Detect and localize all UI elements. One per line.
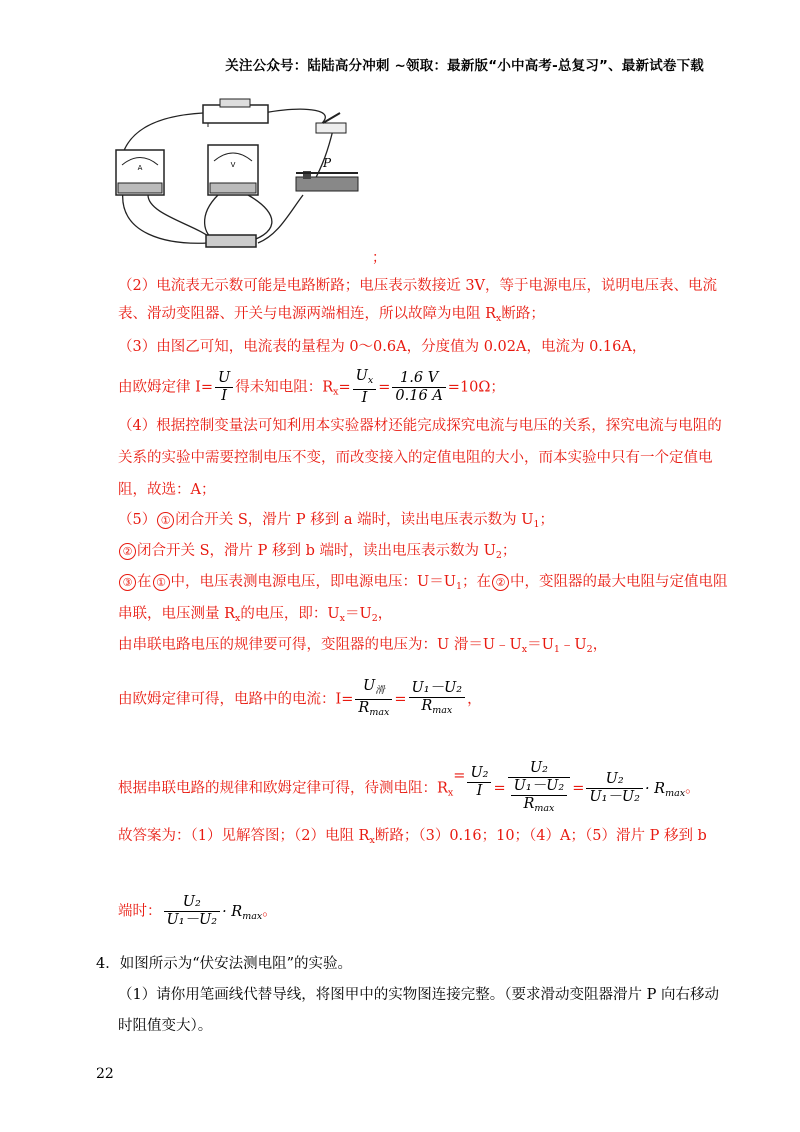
- rheostat: [296, 156, 358, 191]
- fraction-u-over-i: $\frac{U}{I}$: [215, 370, 233, 405]
- p5-line2: ② 闭合开关 S，滑片 P 移到 b 端时，读出电压表示数为 $U_2$；: [118, 541, 516, 566]
- fraction-uslide-over-rmax: $\frac{U_滑}{R_{max}}$: [355, 678, 392, 721]
- q4-line1: 4．如图所示为“伏安法测电阻”的实验。: [96, 956, 353, 972]
- p2-line2: 表、滑动变阻器、开关与电源两端相连，所以故障为电阻 $R_x$断路；: [118, 306, 545, 324]
- resistor: [206, 235, 256, 247]
- p4-line3: 阻，故选：A；: [118, 482, 216, 498]
- fraction-ux-over-i: $\frac{U_x}{I}$: [353, 368, 377, 407]
- fraction-udiff-over-rmax: $\frac{\text{U₁－U₂}}{R_{max}}$: [409, 680, 466, 719]
- p2-line1: （2）电流表无示数可能是电路断路；电压表示数接近 3V，等于电源电压，说明电压表、电流: [118, 278, 718, 294]
- answer-line1: 故答案为：（1）见解答图；（2）电阻 $R_x$断路；（3）0.16；10；（4）A；（5）滑片 P 移到 b: [118, 828, 707, 846]
- fraction-u2-over-i: $\frac{\text{U₂}}{I}$: [467, 765, 491, 800]
- p4-line2: 关系的实验中需要控制电压不变，而改变接入的定值电阻的大小，而本实验中只有一个定值电: [118, 450, 713, 466]
- fraction-values: $\frac{1.6 V}{0.16 A}$: [392, 370, 445, 405]
- p5-line1: （5） ① 闭合开关 S，滑片 P 移到 a 端时，读出电压表示数为 $U_1$；: [118, 512, 554, 530]
- ohm-law-line2: 由欧姆定律可得，电路中的电流：I= $\frac{U_滑}{R_{max}}$ = $\frac{\text{U₁－U₂}}{R_{max}}$ ，: [118, 678, 482, 721]
- p5-line4: 串联，电压测量 $R_x$的电压，即：$U_x=U_2$，: [118, 606, 393, 624]
- circuit-figure: [108, 95, 378, 255]
- p4-line1: （4）根据控制变量法可知利用本实验器材还能完成探究电流与电压的关系，探究电流与电阻的: [118, 418, 722, 434]
- q4-line2: （1）请你用笔画线代替导线，将图甲中的实物图连接完整。（要求滑动变阻器滑片 P 向右移动: [118, 987, 719, 1003]
- p5-line3: ③ 在 ① 中，电压表测电源电压，即电源电压：$U=U_1$；在 ② 中，变阻器的最大电阻与定值电阻: [118, 572, 728, 597]
- ohm-law-line1: 由欧姆定律 I= $\frac{U}{I}$ 得未知电阻：$R_x=$ $\frac{U_x}{I}$ = $\frac{1.6 V}{0.16 A}$ =10Ω；: [118, 368, 505, 406]
- page-number: 22: [96, 1066, 114, 1082]
- slider-label: P: [323, 156, 332, 170]
- p5-line5: 由串联电路电压的规律要可得，变阻器的电压为：U 滑$=U﹣U_x=U_1﹣U_2$，: [118, 637, 608, 655]
- ammeter: [116, 150, 164, 195]
- fraction-answer: $\frac{\text{U₂}}{\text{U₁－U₂}}$: [164, 894, 221, 929]
- answer-line2: 端时： $\frac{\text{U₂}}{\text{U₁－U₂}}$ · $R_{max}$。: [118, 894, 277, 928]
- voltmeter: [208, 145, 258, 195]
- fraction-u2-over-udiff: $\frac{\text{U₂}}{\text{U₁－U₂}}$: [586, 771, 643, 806]
- series-line: 根据串联电路的规律和欧姆定律可得，待测电阻：$R_x=$ $\frac{\text{U₂}}{I}$ = $\frac{\text{U₂}}{\frac{\text{U₁－U₂}}{R_{max}}}$ = $\frac{\text{U₂}}{\text{U₁－U₂}}$ · $R_{max}$。: [118, 760, 700, 817]
- page-header: 关注公众号：陆陆高分冲刺 ~领取：最新版“小中高考-总复习”、最新试卷下载: [225, 58, 704, 74]
- p3-line: （3）由图乙可知，电流表的量程为 0～0.6A，分度值为 0.02A，电流为 0.16A，: [118, 339, 647, 355]
- figure-semicolon: ；: [372, 250, 386, 266]
- fraction-compound: $\frac{\text{U₂}}{\frac{\text{U₁－U₂}}{R_{max}}}$: [508, 760, 571, 817]
- battery-box: [203, 99, 268, 127]
- svg-text:V: V: [230, 161, 236, 169]
- switch: [316, 113, 346, 133]
- q4-line3: 时阻值变大）。: [118, 1018, 213, 1034]
- svg-text:A: A: [137, 164, 143, 172]
